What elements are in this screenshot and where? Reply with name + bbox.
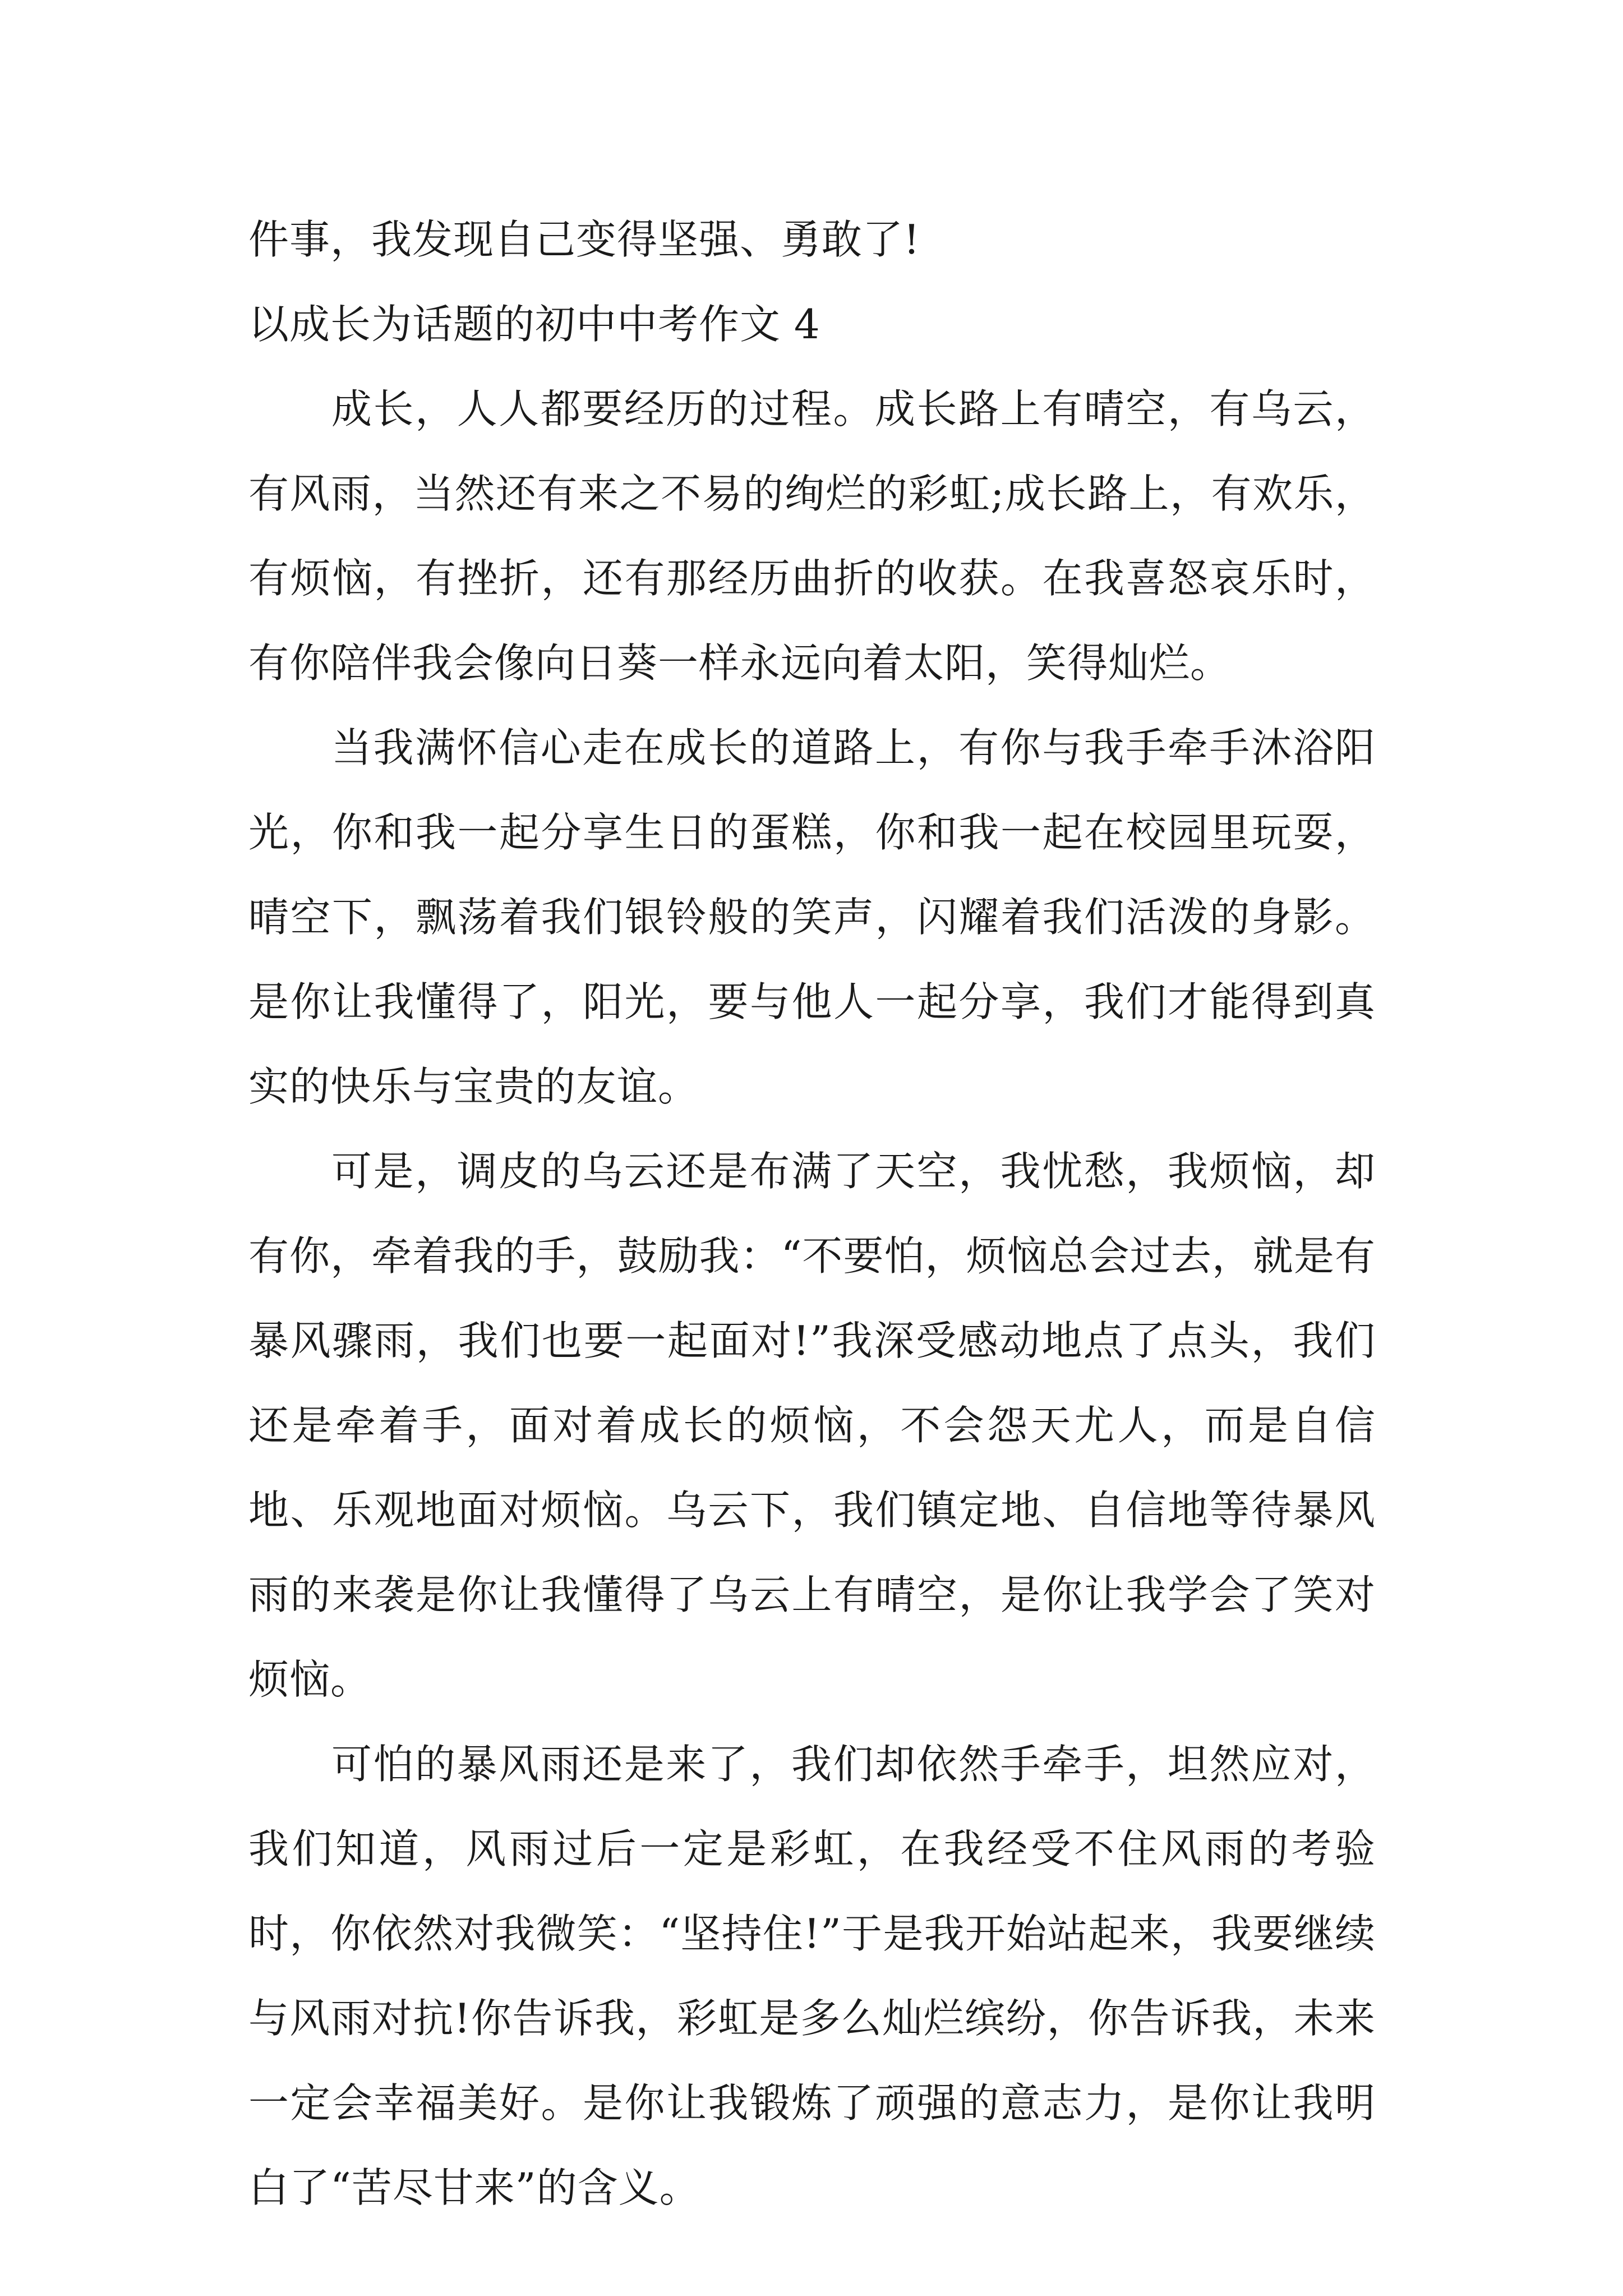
paragraph: 可是，调皮的乌云还是布满了天空，我忧愁，我烦恼，却有你，牵着我的手，鼓励我：“不要怕，烦恼总会过去，就是有暴风骤雨，我们也要一起面对!”我深受感动地点了点头，我们还是牵着手，面对着成长的烦恼，不会怨天尤人，而是自信地、乐观地面对烦恼。乌云下，我们镇定地、自信地等待暴风雨的来袭是你让我懂得了乌云上有晴空，是你让我学会了笑对烦恼。 bbox=[248, 1148, 1376, 1703]
paragraph: 成长，人人都要经历的过程。成长路上有晴空，有乌云，有风雨，当然还有来之不易的绚烂的彩虹;成长路上，有欢乐，有烦恼，有挫折，还有那经历曲折的收获。在我喜怒哀乐时，有你陪伴我会像向日葵一样永远向着太阳，笑得灿烂。 bbox=[248, 385, 1376, 687]
document-body bbox=[248, 197, 1376, 2230]
continuation-line: 件事，我发现自己变得坚强、勇敢了! bbox=[248, 216, 920, 263]
paragraph: 当我满怀信心走在成长的道路上，有你与我手牵手沐浴阳光，你和我一起分享生日的蛋糕，你和我一起在校园里玩耍，晴空下，飘荡着我们银铃般的笑声，闪耀着我们活泼的身影。是你让我懂得了，阳光，要与他人一起分享，我们才能得到真实的快乐与宝贵的友谊。 bbox=[248, 724, 1376, 1110]
essay-title: 以成长为话题的初中中考作文 4 bbox=[248, 301, 820, 348]
paragraph: 可怕的暴风雨还是来了，我们却依然手牵手，坦然应对，我们知道，风雨过后一定是彩虹，在我经受不住风雨的考验时，你依然对我微笑：“坚持住!”于是我开始站起来，我要继续与风雨对抗!你告诉我，彩虹是多么灿烂缤纷，你告诉我，未来一定会幸福美好。是你让我锻炼了顽强的意志力，是你让我明白了“苦尽甘来”的含义。 bbox=[248, 1741, 1376, 2211]
